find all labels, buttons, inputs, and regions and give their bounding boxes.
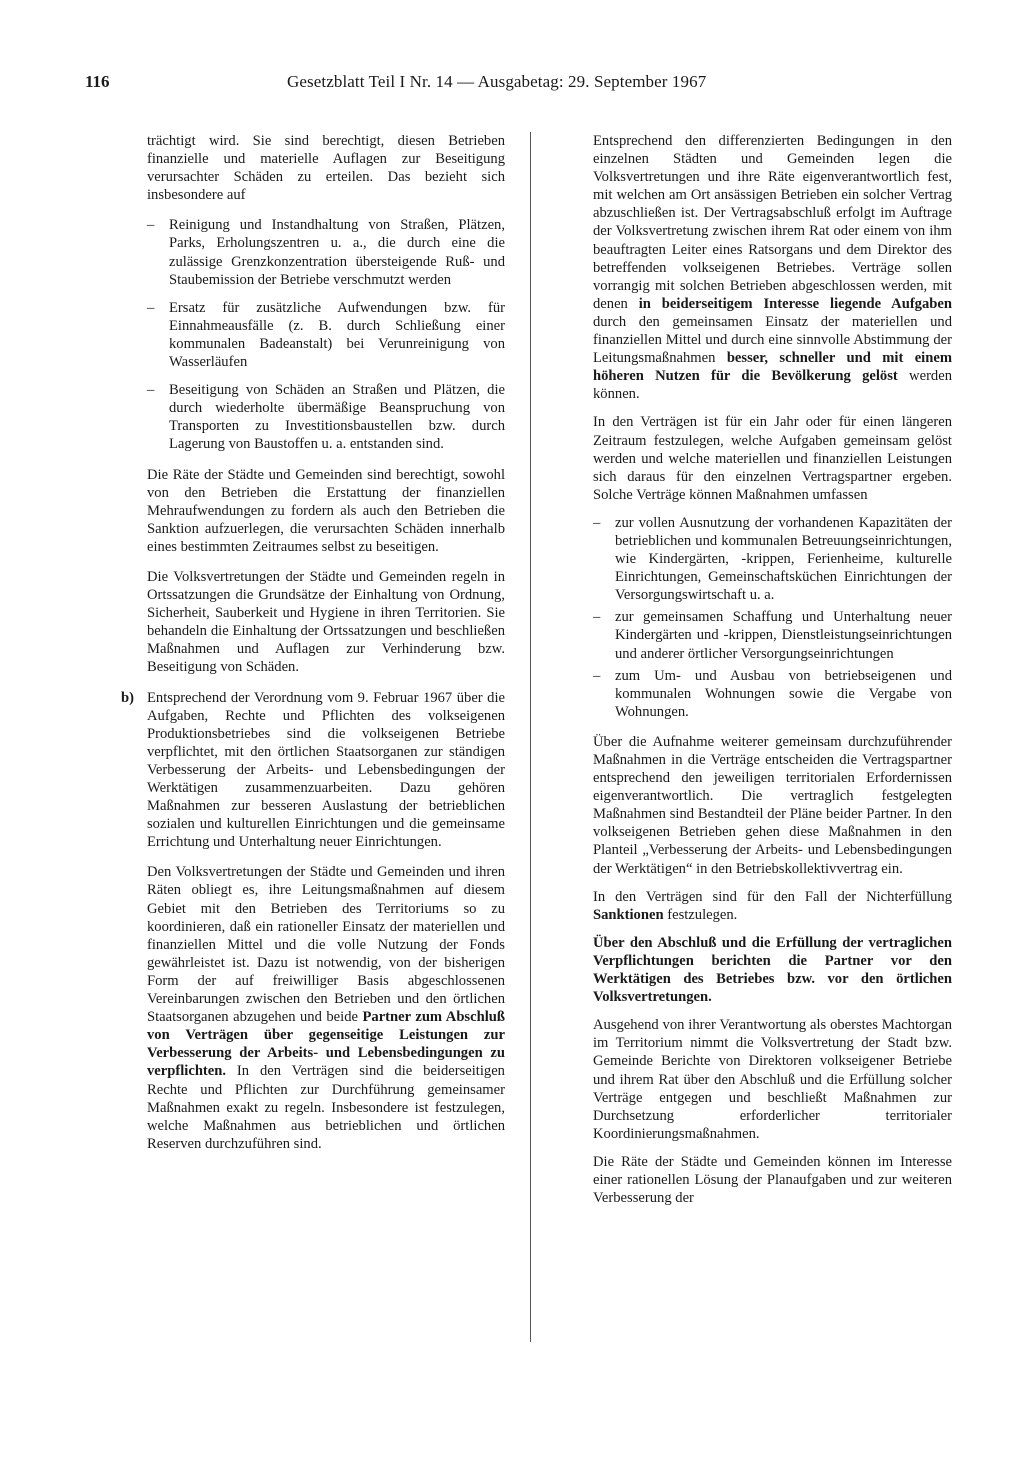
list-item [147, 216, 505, 288]
right-paragraph-7: Die Räte der Städte und Gemeinden können im Interesse einer rationellen Lösung der Planaufgaben und zur weiteren Verbesserung der [593, 1153, 952, 1207]
text-run: werden können. [593, 368, 952, 403]
list-item-text: zur vollen Ausnutzung der vorhandenen Kapazitäten der betrieblichen und kommunalen Betreuungseinrichtungen, wie Kindergärten, -krippen, Ferienheime, kulturelle Einrichtungen, Gemeinschaftsküchen Einrichtungen der Versorgungswirtschaft u. a. [615, 514, 952, 604]
left-paragraph-1: trächtigt wird. Sie sind berechtigt, diesen Betrieben finanzielle und materielle Auflagen zur Beseitigung verursachter Schäden zu erteilen. Das bezieht sich insbesondere auf [147, 133, 505, 204]
bold-text-run: Über den Abschluß und die Erfüllung der vertraglichen Verpflichtungen berichten die Partner vor den Werktätigen des Betriebes bzw. vor den örtlichen Volksvertretungen. [593, 934, 952, 1006]
right-paragraph-5 [593, 934, 952, 1006]
list-item-text: Reinigung und Instandhaltung von Straßen, Plätzen, Parks, Erholungszentren u. a., die durch eine die zulässige Grenzkonzentration übersteigende Ruß- und Staubemission der Betriebe verschmutzt werden [169, 217, 505, 288]
bold-text-run: in beiderseitigem Interesse liegende Aufgaben [638, 295, 952, 312]
left-column [121, 132, 505, 1165]
list-item [593, 667, 952, 721]
dash-marker: – [593, 514, 601, 531]
column-divider [530, 132, 531, 1342]
right-paragraph-4 [593, 888, 952, 924]
bold-text-run: besser, schneller und mit einem höheren Nutzen für die Bevölkerung gelöst [593, 350, 952, 385]
right-column [593, 132, 952, 1217]
left-paragraph-5 [147, 863, 505, 1153]
text-run: In den Verträgen sind die beiderseitigen Rechte und Pflichten zur Durchführung gemeinsamer Maßnahmen exakt zu regeln. Insbesondere ist festzulegen, welche Maßnahmen aus betrieblichen und örtlichen Reserven durchzuführen sind. [147, 1063, 505, 1152]
list-item-text: Ersatz für zusätzliche Aufwendungen bzw. für Einnahmeausfälle (z. B. durch Schließung einer kommunalen Badeanstalt) bei Verunreinigung von Wasserläufen [169, 299, 505, 371]
list-item-text: zur gemeinsamen Schaffung und Unterhaltung neuer Kindergärten und -krippen, Dienstleistungseinrichtungen und anderer örtlicher Versorgungseinrichtungen [615, 609, 952, 662]
right-paragraph-2: In den Verträgen ist für ein Jahr oder für einen längeren Zeitraum festzulegen, welche Aufgaben gemeinsam gelöst werden und welche materiellen und finanziellen Leistungen sich daraus für den einzelnen Vertragspartner ergeben. Solche Verträge können Maßnahmen umfassen [593, 414, 952, 503]
list-item [593, 514, 952, 604]
list-item-text: Beseitigung von Schäden an Straßen und Plätzen, die durch wiederholte übermäßige Beanspruchung von Transporten zu Investitionsbaustellen bzw. durch Lagerung von Baustoffen u. a. entstanden sind. [169, 382, 505, 453]
text-run: In den Verträgen sind für den Fall der Nichterfüllung [593, 888, 952, 905]
right-paragraph-3: Über die Aufnahme weiterer gemeinsam durchzuführender Maßnahmen in die Verträge entscheiden die Vertragspartner entsprechend den jeweiligen territorialen Erfordernissen eigenverantwortlich. Die vertraglich festgelegten Maßnahmen sind Bestandteil der Pläne beider Partner. In den volkseigenen Betrieben gehen diese Maßnahmen in den Planteil „Verbesserung der Arbeits- und Lebensbedingungen der Werktätigen“ in den Betriebskollektivvertrag ein. [593, 733, 952, 877]
list-item [147, 299, 505, 371]
dash-marker: – [593, 609, 601, 626]
bold-text-run: Sanktionen [593, 906, 664, 923]
left-paragraph-4: Entsprechend der Verordnung vom 9. Februar 1967 über die Aufgaben, Rechte und Pflichten des volkseigenen Produktionsbetriebes sind die volkseigenen Betriebe verpflichtet, mit den örtlichen Staatsorganen zur ständigen Verbesserung der Arbeits- und Lebensbedingungen der Werktätigen zusammenzuarbeiten. Dazu gehören Maßnahmen zur besseren Auslastung der betrieblichen sozialen und kulturellen Einrichtungen und die gemeinsame Errichtung und Unterhaltung neuer Einrichtungen. [147, 689, 505, 851]
text-run: durch den gemeinsamen Einsatz der materiellen und finanziellen Mittel und durch eine sinnvolle Abstimmung der Leitungsmaßnahmen [593, 313, 952, 367]
section-marker-b: b) [121, 689, 134, 706]
right-paragraph-6: Ausgehend von ihrer Verantwortung als oberstes Machtorgan im Territorium nimmt die Volksvertretung der Stadt bzw. Gemeinde Berichte von Direktoren volkseigener Betriebe und ihrem Rat über den Abschluß und die Erfüllung solcher Verträge entgegen und beschließt Maßnahmen zur Durchsetzung erforderlicher territorialer Koordinierungsmaßnahmen. [593, 1017, 952, 1142]
page-header [85, 72, 775, 96]
dash-marker: – [147, 217, 155, 234]
dash-marker: – [147, 382, 155, 399]
text-run: festzulegen. [667, 906, 738, 923]
left-paragraph-3: Die Volksvertretungen der Städte und Gemeinden regeln in Ortssatzungen die Grundsätze der Einhaltung von Ordnung, Sicherheit, Sauberkeit und Hygiene in ihren Territorien. Sie behandeln die Einhaltung der Ortssatzungen und beschließen Maßnahmen und Auflagen zur Verhinderung bzw. Beseitigung von Schäden. [147, 568, 505, 676]
bold-text-run: Partner zum Abschluß von Verträgen über gegenseitige Leistungen zur Verbesserung der Arbeits- und Lebensbedingungen zu verpflichten. [147, 1009, 505, 1080]
right-paragraph-1 [593, 132, 952, 403]
dash-marker: – [593, 667, 601, 684]
text-run: Entsprechend den differenzierten Bedingungen in den einzelnen Städten und Gemeinden legen die Volksvertretungen und ihre Räte eigenverantwortlich fest, mit welchen am Ort ansässigen Betrieben ein solcher Vertrag abzuschließen ist. Der Vertragsabschluß erfolgt im Auftrage der Volksvertretung zwischen ihrem Rat oder einem von ihm beauftragten Leiter eines Ratsorgans und dem Direktor des betreffenden volkseigenen Betriebes. Verträge sollen vorrangig mit solchen Betrieben abgeschlossen werden, mit denen [593, 133, 952, 312]
list-item-text: zum Um- und Ausbau von betriebseigenen und kommunalen Wohnungen sowie die Vergabe von Wohnungen. [615, 667, 952, 720]
dash-marker: – [147, 299, 155, 316]
page-number: 116 [85, 72, 110, 91]
text-run: Den Volksvertretungen der Städte und Gemeinden und ihren Räten obliegt es, ihre Leitungsmaßnahmen auf diesem Gebiet mit den Betrieben des Territoriums so zu koordinieren, daß ein rationeller Einsatz der materiellen und finanziellen Mittel und die volle Nutzung der Fonds gewährleistet ist. Dazu ist notwendig, von der bisherigen Form der auf freiwilliger Basis abgeschlossenen Vereinbarungen zwischen den Betrieben und den örtlichen Staatsorganen abzugehen und beide [147, 864, 505, 1026]
list-item [147, 381, 505, 453]
section-b [121, 689, 505, 852]
running-title: Gesetzblatt Teil I Nr. 14 — Ausgabetag: 29. September 1967 [287, 72, 707, 91]
right-dash-list [593, 514, 952, 721]
left-dash-list [147, 216, 505, 453]
left-paragraph-2: Die Räte der Städte und Gemeinden sind berechtigt, sowohl von den Betrieben die Erstattung der finanziellen Mehraufwendungen zu fordern als auch den Betrieben die Sanktion aufzuerlegen, die verursachten Schäden innerhalb eines bestimmten Zeitraumes selbst zu beseitigen. [147, 466, 505, 555]
list-item [593, 608, 952, 662]
